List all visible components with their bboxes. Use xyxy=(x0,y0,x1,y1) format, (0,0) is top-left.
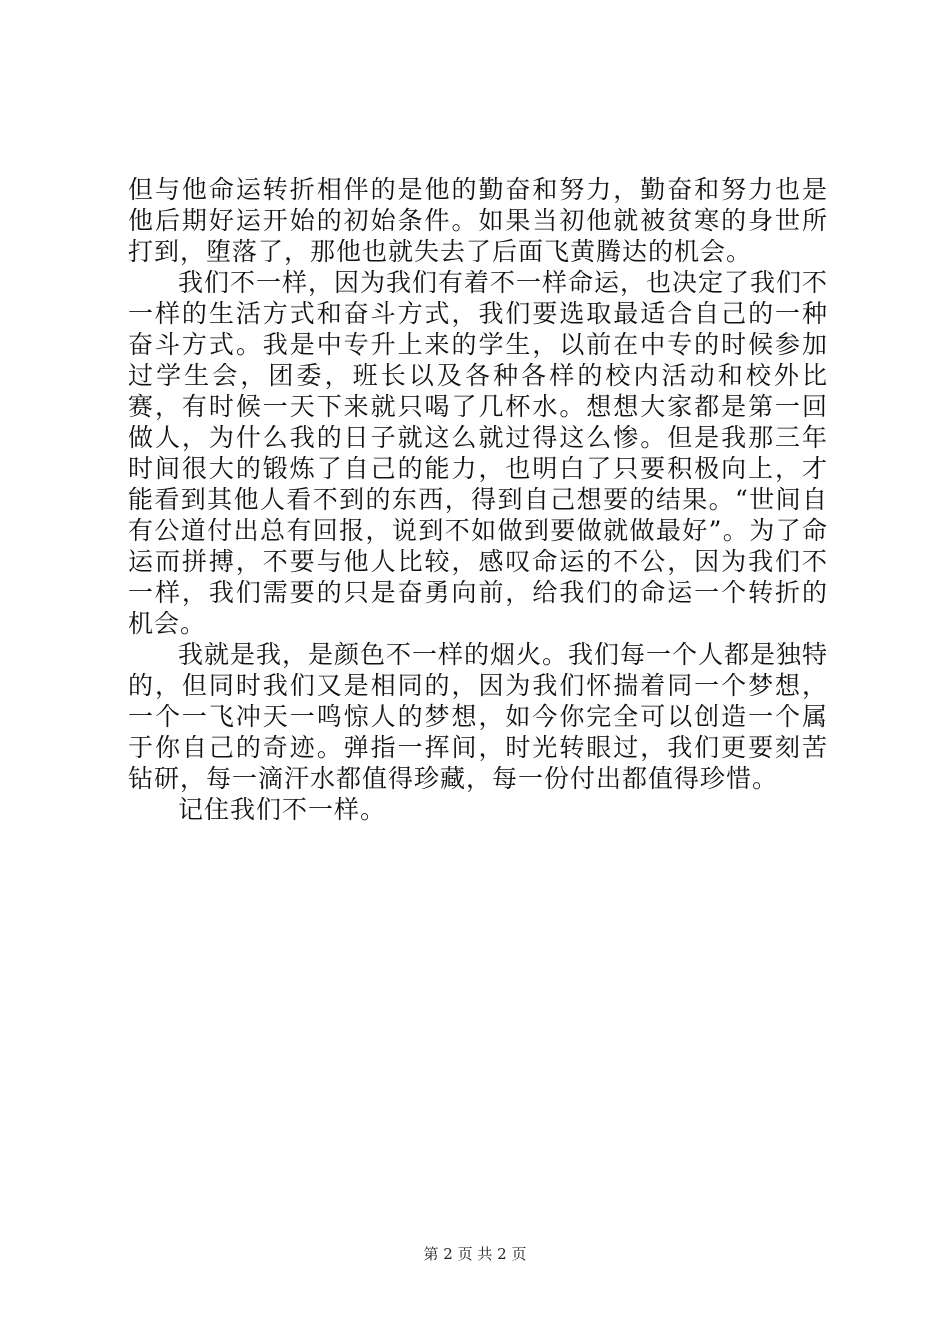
paragraph-closing: 记住我们不一样。 xyxy=(178,795,387,824)
paragraph-continuation: 但与他命运转折相伴的是他的勤奋和努力，勤奋和努力也是他后期好运开始的初始条件。如果当初他就被贫寒的身世所打到，堕落了，那他也就失去了后面飞黄腾达的机会。 xyxy=(128,175,828,266)
paragraph-we-are-different: 我们不一样，因为我们有着不一样命运，也决定了我们不一样的生活方式和奋斗方式，我们要选取最适合自己的一种奋斗方式。我是中专升上来的学生，以前在中专的时候参加过学生会，团委，班长以及各种各样的校内活动和校外比赛，有时候一天下来就只喝了几杯水。想想大家都是第一回做人，为什么我的日子就这么就过得这么惨。但是我那三年时间很大的锻炼了自己的能力，也明白了只要积极向上，才能看到其他人看不到的东西，得到自己想要的结果。“世间自有公道付出总有回报，说到不如做到要做就做最好”。为了命运而拼搏，不要与他人比较，感叹命运的不公，因为我们不一样，我们需要的只是奋勇向前，给我们的命运一个转折的机会。 xyxy=(128,268,829,638)
paragraph-i-am-me: 我就是我，是颜色不一样的烟火。我们每一个人都是独特的，但同时我们又是相同的，因为我们怀揣着同一个梦想，一个一飞冲天一鸣惊人的梦想，如今你完全可以创造一个属于你自己的奇迹。弹指一挥间，时光转眼过，我们更要刻苦钻研，每一滴汗水都值得珍藏，每一份付出都值得珍惜。 xyxy=(128,640,829,793)
page-number-footer: 第 2 页 共 2 页 xyxy=(423,1245,527,1263)
document-body xyxy=(128,174,828,825)
